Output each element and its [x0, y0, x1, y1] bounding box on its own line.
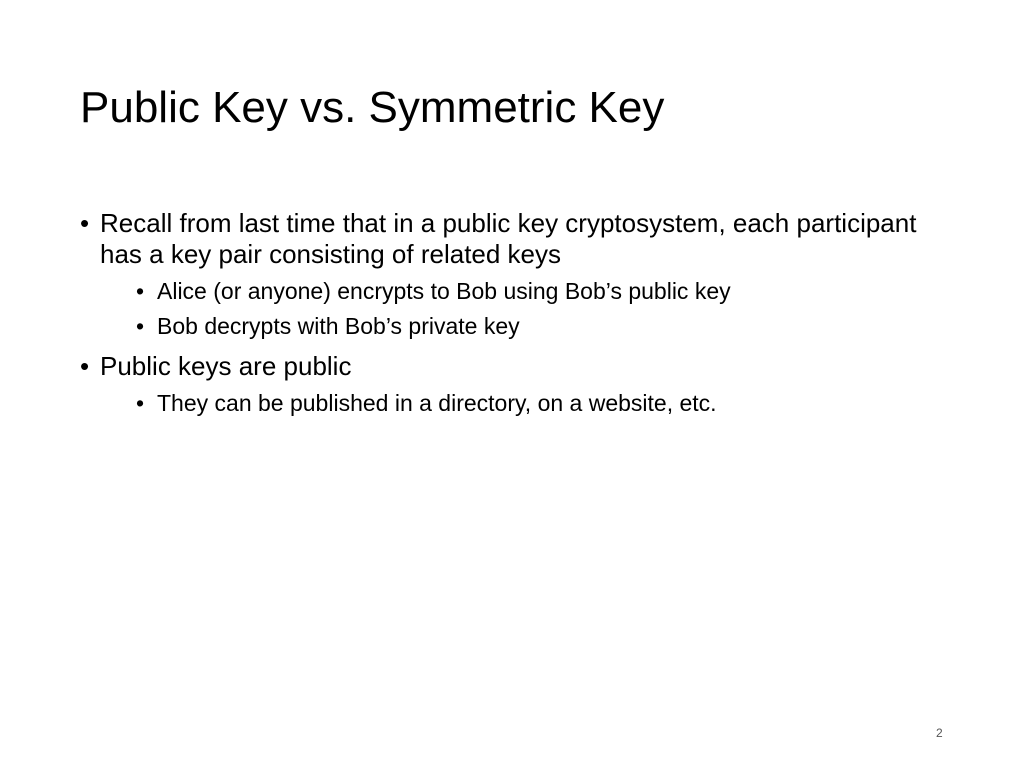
bullet-item — [80, 208, 920, 340]
sub-bullet-item — [100, 278, 920, 305]
page-number: 2 — [936, 726, 943, 740]
bullet-icon: • — [136, 313, 145, 339]
bullet-icon: • — [80, 351, 90, 381]
sub-bullet-item — [100, 313, 920, 340]
bullet-icon: • — [80, 208, 90, 238]
slide-title: Public Key vs. Symmetric Key — [80, 83, 665, 132]
sub-bullet-text: They can be published in a directory, on a website, etc. — [157, 390, 717, 416]
slide-body — [80, 208, 920, 417]
sub-bullet-item — [100, 390, 920, 417]
bullet-text: Recall from last time that in a public key cryptosystem, each participant has a key pair consisting of related keys — [100, 208, 917, 269]
bullet-text: Public keys are public — [100, 351, 352, 381]
sub-bullet-text: Bob decrypts with Bob’s private key — [157, 313, 520, 339]
bullet-icon: • — [136, 278, 145, 304]
bullet-icon: • — [136, 390, 145, 416]
sub-bullet-text: Alice (or anyone) encrypts to Bob using Bob’s public key — [157, 278, 731, 304]
bullet-item — [80, 351, 920, 417]
